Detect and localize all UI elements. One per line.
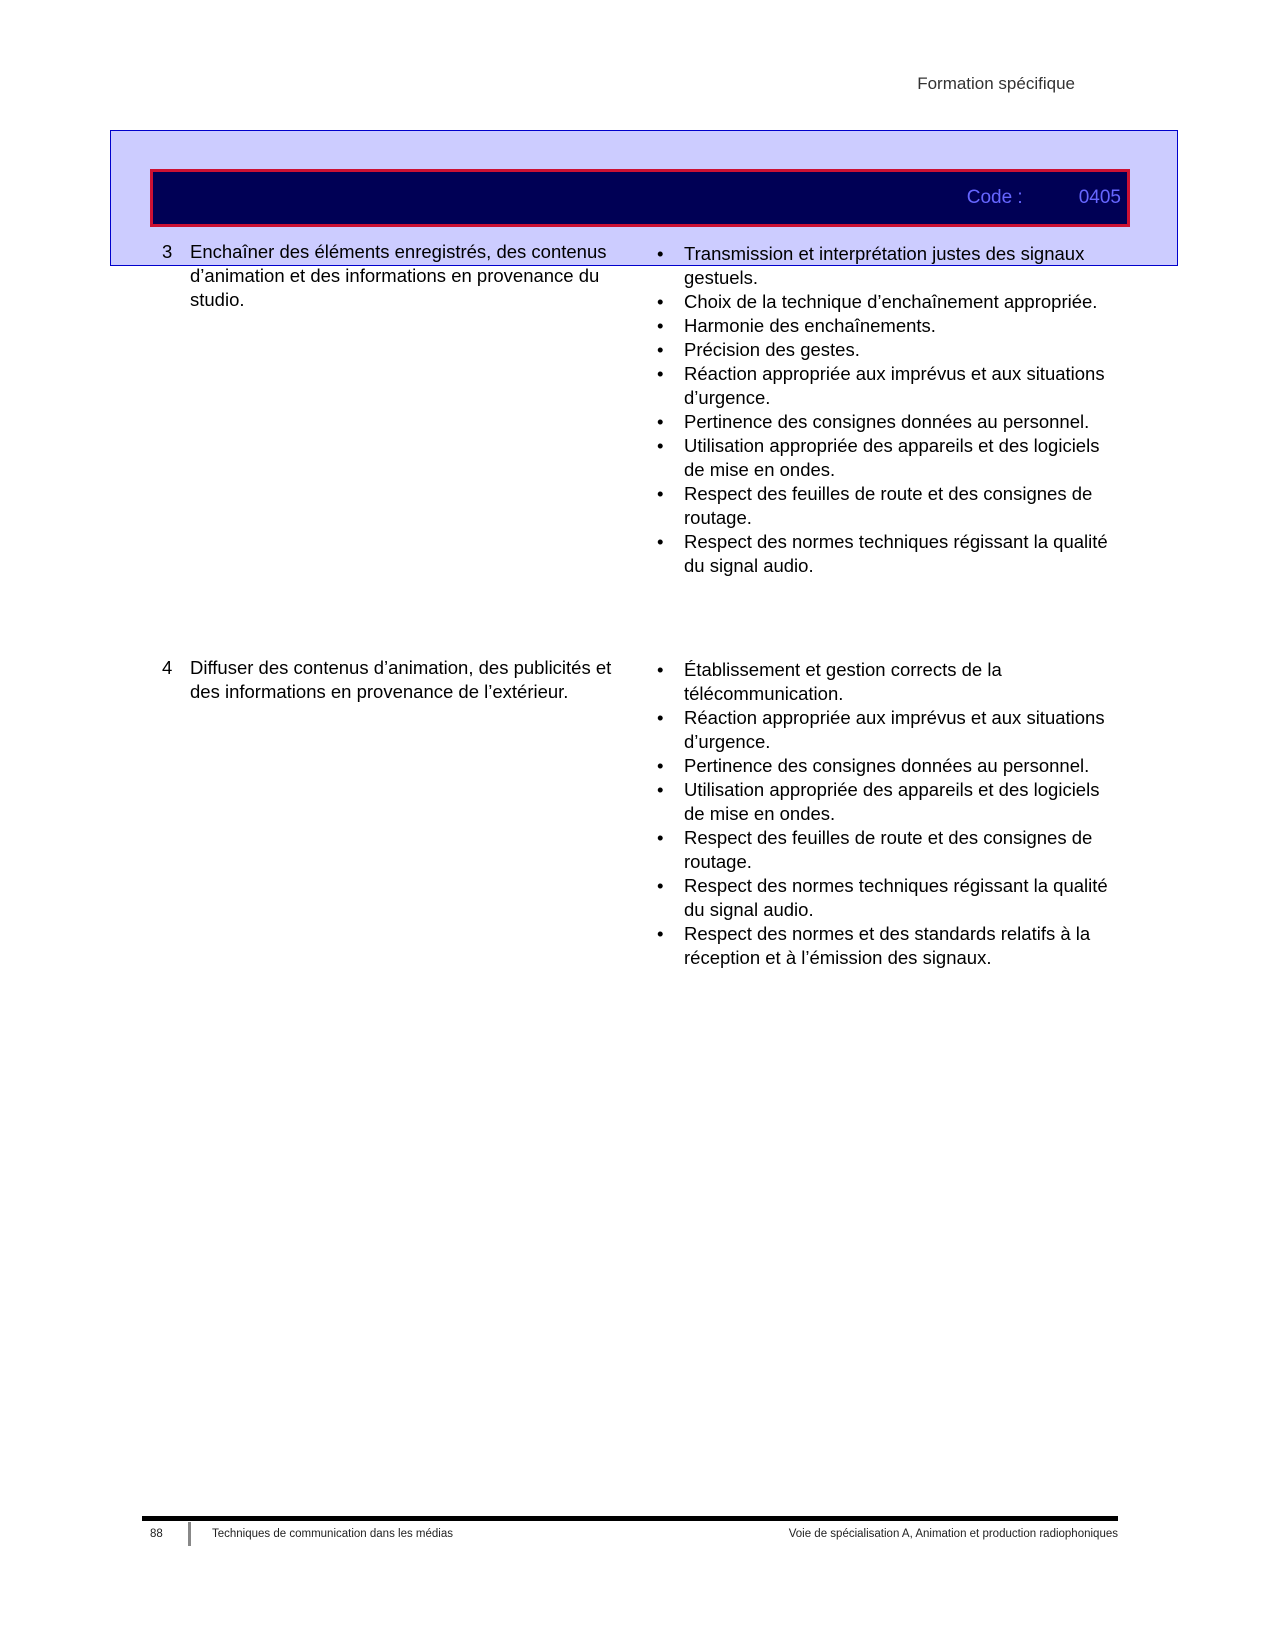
code-label: Code :: [966, 187, 1023, 208]
footer-rule: [142, 1516, 1118, 1521]
criterion-item: • Choix de la technique d’enchaînement appropriée.: [655, 290, 1115, 314]
criteria-list: [655, 658, 1115, 970]
competency-banner: [150, 169, 1130, 227]
criterion-item: • Utilisation appropriée des appareils et des logiciels de mise en ondes.: [655, 778, 1115, 826]
task-description: [162, 240, 632, 312]
criterion-item: • Réaction appropriée aux imprévus et aux situations d’urgence.: [655, 706, 1115, 754]
criterion-item: • Respect des normes techniques régissant la qualité du signal audio.: [655, 530, 1115, 578]
criterion-item: • Respect des normes et des standards relatifs à la réception et à l’émission des signaux.: [655, 922, 1115, 970]
criterion-item: • Transmission et interprétation justes des signaux gestuels.: [655, 242, 1115, 290]
page-footer: [142, 1528, 1118, 1550]
criterion-item: • Pertinence des consignes données au personnel.: [655, 754, 1115, 778]
task-description: [162, 656, 632, 704]
criterion-item: • Utilisation appropriée des appareils et des logiciels de mise en ondes.: [655, 434, 1115, 482]
task-text: Diffuser des contenus d’animation, des publicités et des informations en provenance de l’extérieur.: [190, 657, 612, 702]
section-title: Formation spécifique: [917, 74, 1075, 93]
code-value: 0405: [1078, 187, 1121, 208]
criterion-item: • Respect des normes techniques régissant la qualité du signal audio.: [655, 874, 1115, 922]
task-number: 4: [162, 657, 173, 678]
competency-code: [967, 187, 1121, 209]
footer-specialization: Voie de spécialisation A, Animation et production radiophoniques: [788, 1528, 1118, 1540]
criterion-item: • Pertinence des consignes données au personnel.: [655, 410, 1115, 434]
task-text: Enchaîner des éléments enregistrés, des contenus d’animation et des informations en provenance du studio.: [190, 241, 607, 310]
criterion-item: • Réaction appropriée aux imprévus et aux situations d’urgence.: [655, 362, 1115, 410]
task-number: 3: [162, 241, 173, 262]
criteria-list: [655, 242, 1115, 578]
criterion-item: • Harmonie des enchaînements.: [655, 314, 1115, 338]
footer-separator: [188, 1522, 191, 1546]
criterion-item: • Respect des feuilles de route et des consignes de routage.: [655, 482, 1115, 530]
footer-program-title: Techniques de communication dans les médias: [212, 1528, 453, 1540]
criterion-item: • Respect des feuilles de route et des consignes de routage.: [655, 826, 1115, 874]
criterion-item: • Précision des gestes.: [655, 338, 1115, 362]
criterion-item: • Établissement et gestion corrects de la télécommunication.: [655, 658, 1115, 706]
page-number: 88: [150, 1528, 163, 1540]
